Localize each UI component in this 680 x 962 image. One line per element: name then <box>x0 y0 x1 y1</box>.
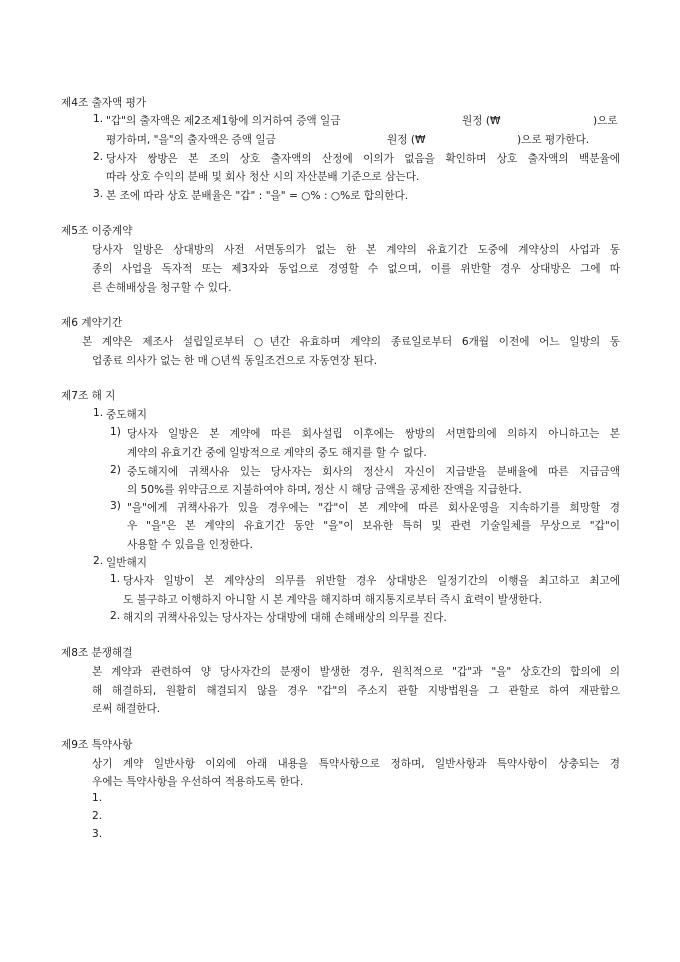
article-9-line-1: 상기 계약 일반사항 이외에 아래 내용을 특약사항으로 정하며, 일반사항과 특약사항이 상충되는 경 <box>92 758 620 770</box>
article-6-title: 제6 계약기간 <box>61 317 123 329</box>
article-7-s1-p1-line-2: 계약의 유효기간 중에 일방적으로 계약의 중도 해지를 할 수 없다. <box>127 447 427 459</box>
article-8-title: 제8조 분쟁해결 <box>61 647 133 659</box>
article-7-s2-p2-line-1: 해지의 귀책사유있는 당사자는 상대방에 대해 손해배상의 의무를 진다. <box>123 612 447 624</box>
article-4-item-1-line-1a: "갑"의 출자액은 제2조제1항에 의거하여 증액 일금 <box>106 115 341 127</box>
article-7-s1-p2-number: 2) <box>110 464 121 476</box>
article-7-s1-p1-line-1: 당사자 일방은 본 계약에 따른 회사설립 이후에는 쌍방의 서면합의에 의하지 아니하고는 본 <box>127 428 620 440</box>
article-7-section-2-number: 2. <box>93 555 104 567</box>
article-8-line-1: 본 계약과 관련하여 양 당사자간의 분쟁이 발생한 경우, 원칙적으로 "갑"과 "을" 상호간의 합의에 의 <box>92 666 620 678</box>
article-9-blank-item-1: 1. <box>92 792 103 804</box>
article-9-blank-item-3: 3. <box>92 828 103 840</box>
article-4-item-3-number: 3. <box>93 188 104 200</box>
article-7-s1-p3-line-2: 우 "을"은 본 계약의 유효기간 동안 "을"이 보유한 특허 및 관련 기술일체를 무상으로 "갑"이 <box>127 520 620 532</box>
article-4-item-2-number: 2. <box>93 151 104 163</box>
article-7-s1-p1-number: 1) <box>110 426 121 438</box>
article-4-item-1-line-1c: )으로 <box>593 115 618 127</box>
article-7-s2-p1-number: 1. <box>110 573 121 585</box>
article-4-item-1-line-1b: 원정 (₩ <box>462 115 501 127</box>
article-9-line-2: 우에는 특약사항을 우선하여 적용하도록 한다. <box>92 776 304 788</box>
article-7-title: 제7조 해 지 <box>61 390 116 402</box>
article-9-title: 제9조 특약사항 <box>61 739 133 751</box>
article-8-line-3: 로써 해결한다. <box>92 703 161 715</box>
article-7-section-1-number: 1. <box>93 407 104 419</box>
article-9-blank-item-2: 2. <box>92 810 103 822</box>
article-4-item-1-line-2b: 원정 (₩ <box>387 134 426 146</box>
article-6-line-2: 업종료 의사가 없는 한 매 ○년씩 동일조건으로 자동연장 된다. <box>92 355 378 367</box>
article-7-s2-p1-line-1: 당사자 일방이 본 계약상의 의무를 위반할 경우 상대방은 일정기간의 이행을 최고하고 최고에 <box>123 575 620 587</box>
article-7-s2-p2-number: 2. <box>110 610 121 622</box>
article-7-s1-p2-line-1: 중도해지에 귀책사유 있는 당사자는 회사의 정산시 자신이 지급받을 분배율에 따른 지급금액 <box>127 466 620 478</box>
article-4-title: 제4조 출자액 평가 <box>61 97 147 109</box>
article-4-item-3-text: 본 조에 따라 상호 분배율은 "갑" : "을" = ○% : ○%로 합의한다. <box>106 190 409 202</box>
article-6-line-1: 본 계약은 제조사 설립일로부터 ○년간 유효하며 계약의 종료일로부터 6개월 이전에 어느 일방의 동 <box>82 336 620 348</box>
article-4-item-1-number: 1. <box>93 113 104 125</box>
article-8-line-2: 해 해결하되, 원활히 해결되지 않을 경우 "갑"의 주소지 관할 지방법원을 그 관할로 하여 재판함으 <box>92 685 620 697</box>
article-7-s1-p2-line-2: 의 50%를 위약금으로 지불하여야 하며, 정산 시 해당 금액을 공제한 잔액을 지급한다. <box>127 484 522 496</box>
article-5-line-2: 종의 사업을 독자적 또는 제3자와 동업으로 경영할 수 없으며, 이를 위반할 경우 상대방은 그에 따 <box>92 263 620 275</box>
article-7-section-1-title: 중도해지 <box>106 409 147 421</box>
article-4-item-1-line-2c: )으로 평가한다. <box>517 134 590 146</box>
article-7-section-2-title: 일반해지 <box>106 557 147 569</box>
article-7-s2-p1-line-2: 도 불구하고 이행하지 아니할 시 본 계약을 해지하며 해지통지로부터 즉시 효력이 발생한다. <box>123 594 543 606</box>
article-4-item-2-line-2: 따라 상호 수익의 분배 및 회사 청산 시의 자산분배 기준으로 삼는다. <box>106 171 420 183</box>
article-7-s1-p3-line-1: "을"에게 귀책사유가 있을 경우에는 "갑"이 본 계약에 따른 회사운영을 지속하기를 희망할 경 <box>127 502 620 514</box>
article-5-line-3: 른 손해배상을 청구할 수 있다. <box>92 282 232 294</box>
article-4-item-1-line-2a: 평가하며, "을"의 출자액은 증액 일금 <box>106 134 276 146</box>
article-5-line-1: 당사자 일방은 상대방의 사전 서면동의가 없는 한 본 계약의 유효기간 도중에 계약상의 사업과 동 <box>92 244 620 256</box>
article-7-s1-p3-line-3: 사용할 수 있음을 인정한다. <box>127 539 254 551</box>
article-5-title: 제5조 이중계약 <box>61 225 133 237</box>
article-7-s1-p3-number: 3) <box>110 500 121 512</box>
article-4-item-2-line-1: 당사자 쌍방은 본 조의 상호 출자액의 산정에 이의가 없음을 확인하며 상호 출자액의 백분율에 <box>106 153 620 165</box>
